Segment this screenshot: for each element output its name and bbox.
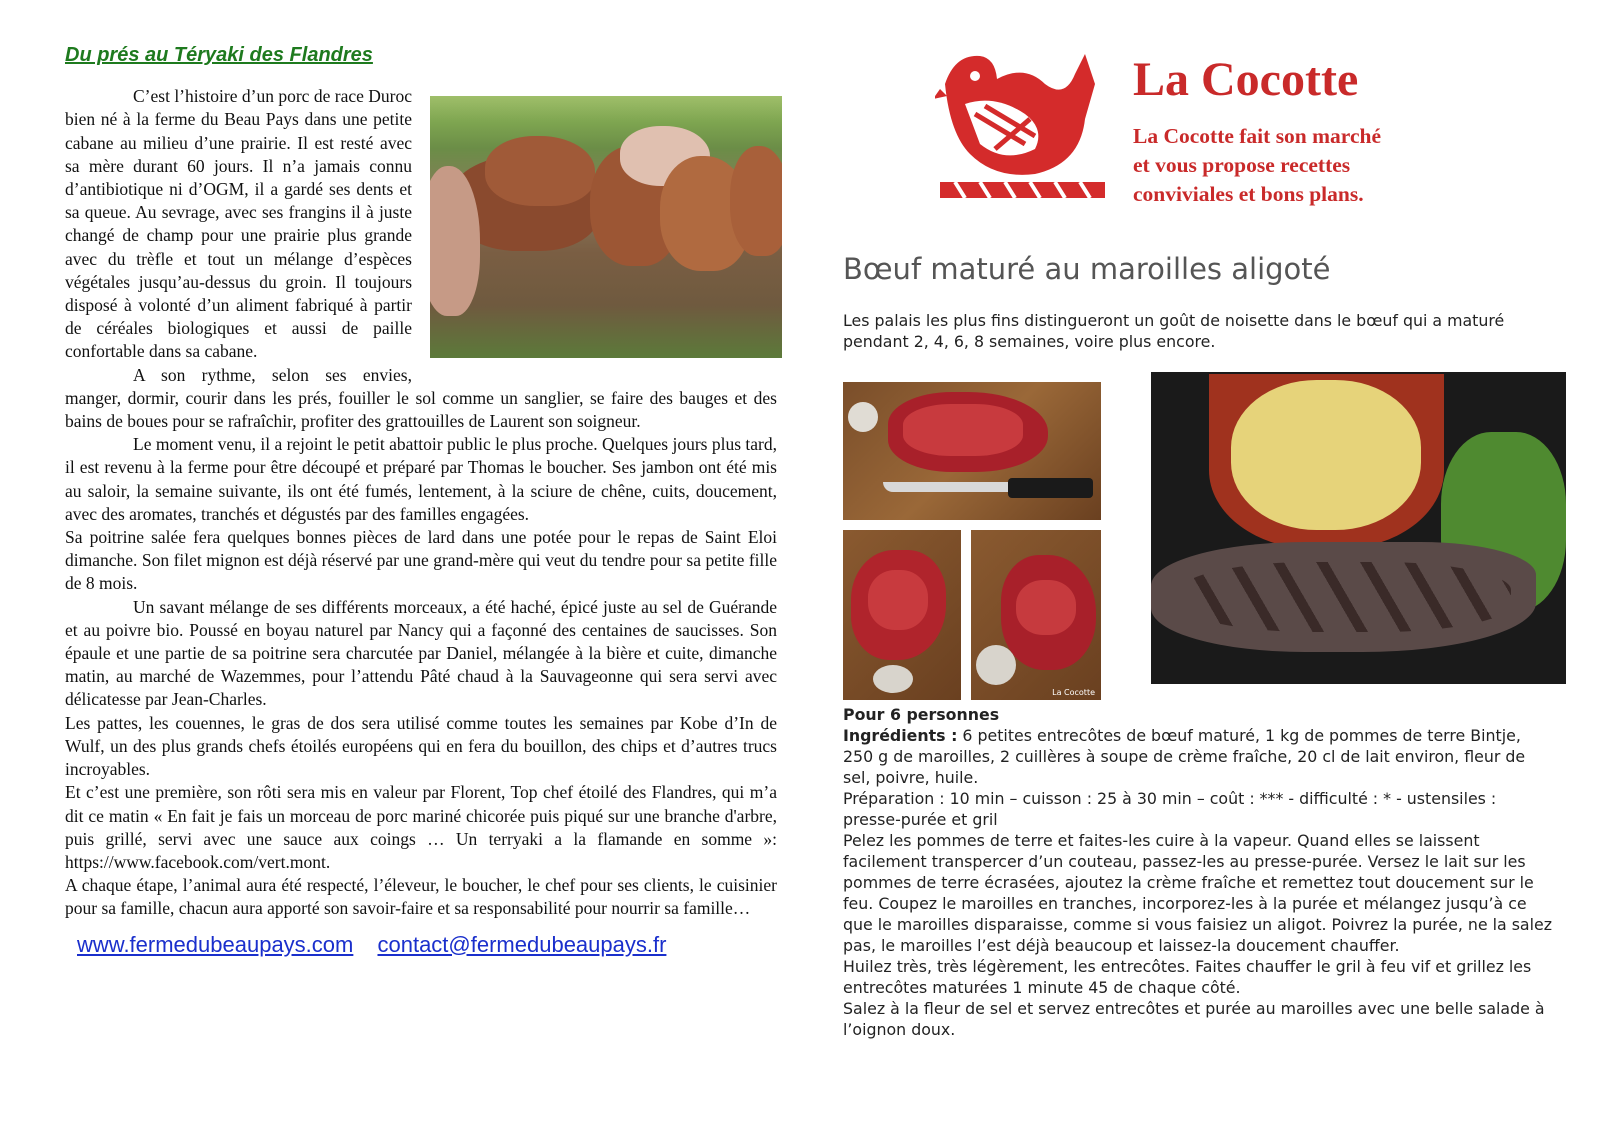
recipe-title: Bœuf maturé au maroilles aligoté (843, 252, 1331, 286)
tagline-line-3: conviviales et bons plans. (1133, 182, 1364, 206)
brand-tagline (1133, 122, 1463, 209)
paragraph-4: Sa poitrine salée fera quelques bonnes pièces de lard dans une potée pour le repas de Saint Eloi dimanche. Son filet mignon est déjà réservé par une grand-mère qui veut du tendre pour sa petite fille de 8 mois. (65, 527, 777, 594)
article-column (65, 40, 777, 956)
recipe-body (843, 704, 1555, 1040)
step-2: Huilez très, très légèrement, les entrecôtes. Faites chauffer le gril à feu vif et grillez les entrecôtes maturées 1 minute 45 de chaque côté. (843, 957, 1532, 997)
website-link[interactable]: www.fermedubeaupays.com (77, 931, 354, 957)
ingredients-label: Ingrédients : (843, 726, 958, 745)
beef-photo-2 (843, 530, 961, 700)
step-3: Salez à la fleur de sel et servez entrecôtes et purée au maroilles avec une belle salade à l’oignon doux. (843, 999, 1545, 1039)
paragraph-3: Le moment venu, il a rejoint le petit abattoir public le plus proche. Quelques jours plus tard, il est revenu à la ferme pour être découpé et préparé par Thomas le boucher. Ses jambon ont été mis au saloir, la semaine suivante, ils ont été fumés, lentement, à la sciure de chêne, cuits, doucement, avec des aromates, tranchés et dégustés par des familles engagées. (65, 434, 777, 524)
paragraph-6: Les pattes, les couennes, le gras de dos sera utilisé comme toutes les semaines par Kobe d’In de Wulf, un des plus grands chefs étoilés européens qui en fera du bouillon, des chips et d’autres trucs incroyables. (65, 712, 777, 780)
paragraph-8: A chaque étape, l’animal aura été respecté, l’éleveur, le boucher, le chef pour ses clients, le cuisinier pour sa famille, chacun aura apporté son savoir-faire et sa responsabilité pour nourrir sa famille… (65, 875, 777, 919)
brand-name: La Cocotte (1133, 53, 1359, 106)
rooster-logo-icon (935, 44, 1110, 202)
email-link[interactable]: contact@fermedubeaupays.fr (377, 931, 667, 957)
ingredients-text: 6 petites entrecôtes de bœuf maturé, 1 kg de pommes de terre Bintje, 250 g de maroilles, 2 cuillères à soupe de crème fraîche, 20 cl de lait environ, fleur de sel, poivre, huile. (843, 726, 1526, 787)
contact-links (65, 933, 777, 956)
pigs-photo (430, 96, 782, 358)
servings: Pour 6 personnes (843, 705, 1000, 724)
photo-credit: La Cocotte (1052, 688, 1095, 697)
tagline-line-2: et vous propose recettes (1133, 153, 1351, 177)
recipe-intro: Les palais les plus fins distingueront un goût de noisette dans le bœuf qui a maturé pendant 2, 4, 6, 8 semaines, voire plus encore. (843, 311, 1505, 351)
beef-photo-3 (971, 530, 1101, 700)
paragraph-5: Un savant mélange de ses différents morceaux, a été haché, épicé juste au sel de Guérande et au poivre bio. Poussé en boyau naturel par Nancy qui a façonné des centaines de saucisses. Son épaule et une partie de sa poitrine sera charcutée par Daniel, mélangée à la bière et cuite, dimanche matin, au marché de Wazemmes, pour l’attendu Pâté chaud à la Sauvageonne qui sera servi avec délicatesse par Jean-Charles. (65, 596, 777, 710)
preparation-info: Préparation : 10 min – cuisson : 25 à 30 min – coût : *** - difficulté : * - ustensiles : presse-purée et gril (843, 789, 1497, 829)
steak-puree-photo (1151, 372, 1566, 684)
paragraph-1: C’est l’histoire d’un porc de race Duroc bien né à la ferme du Beau Pays dans une petite cabane au milieu d’une prairie. Il est resté avec sa mère durant 60 jours. Il n’a jamais connu d’antibiotique ni d’OGM, il a gardé ses dents et sa queue. Au sevrage, avec ses frangins il à juste changé de champ pour une prairie plus grande avec du trèfle et tout un mélange d’espèces végétales jusqu’au-dessus du groin. Il toujours disposé à volonté d’un aliment fabriqué à partir de céréales biologiques et aussi de paille confortable dans sa cabane. (65, 86, 412, 362)
step-1: Pelez les pommes de terre et faites-les cuire à la vapeur. Quand elles se laissent facilement transpercer d’un couteau, passez-les au presse-purée. Versez le lait sur les pommes de terre écrasées, ajoutez la crème fraîche et remettez tout doucement sur le feu. Coupez le maroilles en tranches, incorporez-les à la purée et mélangez jusqu’à ce que le maroilles disparaisse, comme si vous faisiez un aligot. Poivrez la purée, ne la salez pas, le maroilles l’est déjà beaucoup et laissez-la doucement chauffer. (843, 831, 1553, 955)
tagline-line-1: La Cocotte fait son marché (1133, 124, 1381, 148)
beef-knife-photo (843, 382, 1101, 520)
paragraph-2: A son rythme, selon ses envies, manger, dormir, courir dans les prés, fouiller le sol comme un sanglier, se faire des bauges et des bains de boues pour se rafraîchir, profiter des grattouilles de Laurent son soigneur. (65, 364, 777, 432)
article-title: Du prés au Téryaki des Flandres (65, 44, 373, 66)
paragraph-7: Et c’est une première, son rôti sera mis en valeur par Florent, Top chef étoilé des Flandres, qui m’a dit ce matin « En fait je fais un morceau de porc mariné chicorée puis piqué sur une branche d'arbre, puis grillé, servi avec une sauce aux coings … Un terryaki a la flamande en somme »: https://www.facebook.com/vert.mont. (65, 782, 777, 872)
